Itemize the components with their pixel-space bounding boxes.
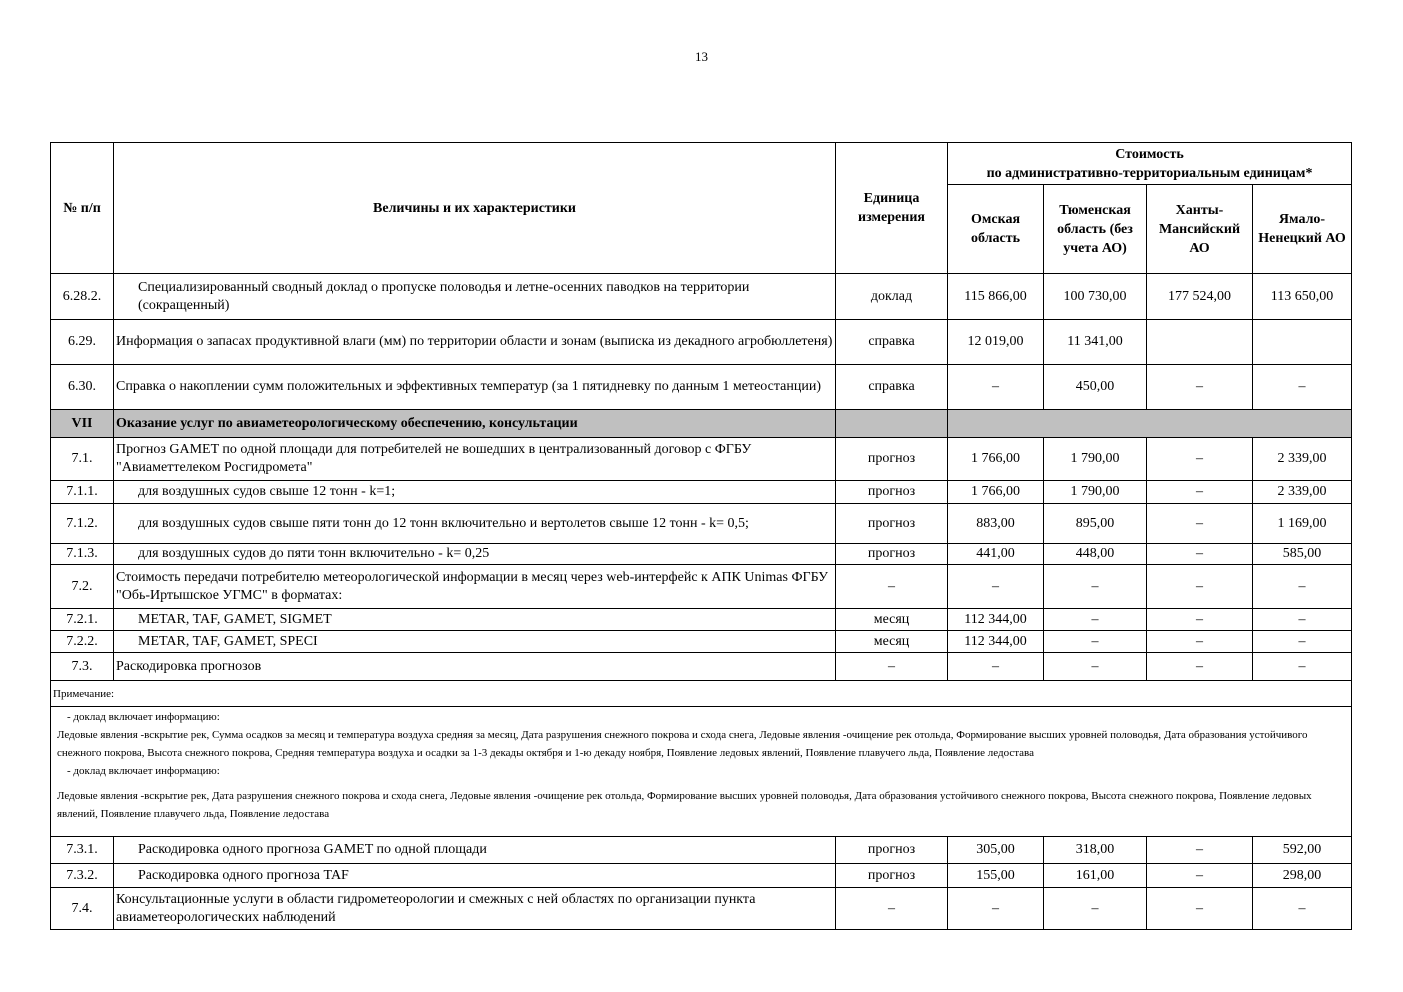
row-khanty: 177 524,00 (1147, 274, 1253, 320)
row-omsk: – (948, 653, 1044, 681)
row-unit: – (836, 565, 948, 609)
row-unit: прогноз (836, 481, 948, 504)
row-omsk: 441,00 (948, 544, 1044, 565)
note-line-1: - доклад включает информацию: (67, 711, 220, 723)
row-num: 7.1.1. (51, 481, 114, 504)
row-unit: справка (836, 320, 948, 365)
header-unit: Единица измерения (836, 143, 948, 274)
row-name: Стоимость передачи потребителю метеорологической информации в месяц через web-интерфейс к АПК Unimas ФГБУ "Обь-Иртышское УГМС" в форматах: (114, 565, 836, 609)
row-khanty: – (1147, 481, 1253, 504)
table-row (51, 481, 1352, 504)
note-title-row (51, 681, 1352, 707)
header-cost-title: Стоимость (1115, 146, 1184, 162)
note-body (51, 707, 1352, 837)
header-col-khanty: Ханты-Мансийский АО (1147, 185, 1253, 274)
row-omsk: 1 766,00 (948, 438, 1044, 481)
row-omsk: 112 344,00 (948, 609, 1044, 631)
row-name: Прогноз GAMET по одной площади для потребителей не вошедших в централизованный договор с ФГБУ "Авиаметтелеком Росгидромета" (114, 438, 836, 481)
row-num: 7.3.1. (51, 837, 114, 864)
price-table (50, 142, 1352, 930)
row-num: 7.3.2. (51, 864, 114, 888)
header-cost (948, 143, 1352, 185)
row-tyumen: – (1044, 888, 1147, 930)
row-num: 6.30. (51, 365, 114, 410)
row-tyumen: – (1044, 609, 1147, 631)
table-row (51, 274, 1352, 320)
table-row (51, 365, 1352, 410)
header-col-omsk: Омская область (948, 185, 1044, 274)
row-tyumen: 11 341,00 (1044, 320, 1147, 365)
row-yamal: – (1253, 365, 1352, 410)
row-yamal: 1 169,00 (1253, 504, 1352, 544)
row-khanty (1147, 320, 1253, 365)
row-unit: прогноз (836, 837, 948, 864)
row-yamal: – (1253, 609, 1352, 631)
row-khanty: – (1147, 653, 1253, 681)
row-unit: доклад (836, 274, 948, 320)
row-khanty: – (1147, 504, 1253, 544)
row-tyumen: 318,00 (1044, 837, 1147, 864)
row-yamal: – (1253, 631, 1352, 653)
row-omsk: 883,00 (948, 504, 1044, 544)
row-name: Раскодировка одного прогноза TAF (114, 864, 836, 888)
row-unit: прогноз (836, 544, 948, 565)
row-name: METAR, TAF, GAMET, SPECI (114, 631, 836, 653)
row-yamal: 2 339,00 (1253, 438, 1352, 481)
note-line-4: Ледовые явления -вскрытие рек, Дата разрушения снежного покрова и схода снега, Ледовые явления -очищение рек отольда, Формирование высших уровней половодья, Дата образования устойчивого снежного покрова, Высота снежного покрова, Появление ледовых явлений, Появление плавучего льда, Появление ледостава (57, 790, 1312, 820)
row-tyumen: 450,00 (1044, 365, 1147, 410)
row-omsk: 12 019,00 (948, 320, 1044, 365)
row-yamal: – (1253, 888, 1352, 930)
page-number: 13 (695, 49, 708, 64)
row-num: 7.2. (51, 565, 114, 609)
row-tyumen: 448,00 (1044, 544, 1147, 565)
note-body-row (51, 707, 1352, 837)
row-yamal: – (1253, 653, 1352, 681)
row-omsk: 155,00 (948, 864, 1044, 888)
row-yamal: – (1253, 565, 1352, 609)
row-unit: справка (836, 365, 948, 410)
row-name: Справка о накоплении сумм положительных и эффективных температур (за 1 пятидневку по данным 1 метеостанции) (114, 365, 836, 410)
row-tyumen: – (1044, 631, 1147, 653)
row-yamal: 592,00 (1253, 837, 1352, 864)
table-row (51, 888, 1352, 930)
section-num: VII (51, 410, 114, 438)
table-row (51, 320, 1352, 365)
row-name: Раскодировка одного прогноза GAMET по одной площади (114, 837, 836, 864)
table-row (51, 864, 1352, 888)
row-khanty: – (1147, 864, 1253, 888)
row-tyumen: – (1044, 653, 1147, 681)
row-tyumen: 1 790,00 (1044, 438, 1147, 481)
row-num: 7.3. (51, 653, 114, 681)
row-tyumen: 895,00 (1044, 504, 1147, 544)
row-name: Раскодировка прогнозов (114, 653, 836, 681)
row-khanty: – (1147, 631, 1253, 653)
table-row (51, 565, 1352, 609)
row-tyumen: – (1044, 565, 1147, 609)
row-omsk: – (948, 888, 1044, 930)
header-cost-subtitle: по административно-территориальным единицам* (986, 165, 1313, 181)
row-num: 6.29. (51, 320, 114, 365)
row-unit: месяц (836, 631, 948, 653)
row-num: 7.1.2. (51, 504, 114, 544)
row-khanty: – (1147, 365, 1253, 410)
row-name: METAR, TAF, GAMET, SIGMET (114, 609, 836, 631)
note-title: Примечание: (51, 681, 1352, 707)
row-unit: прогноз (836, 864, 948, 888)
table-row (51, 653, 1352, 681)
row-name: для воздушных судов до пяти тонн включительно - k= 0,25 (114, 544, 836, 565)
row-name: Консультационные услуги в области гидрометеорологии и смежных с ней областях по организации пункта авиаметеорологических наблюдений (114, 888, 836, 930)
row-omsk: 305,00 (948, 837, 1044, 864)
row-num: 7.1.3. (51, 544, 114, 565)
row-omsk: 112 344,00 (948, 631, 1044, 653)
row-khanty: – (1147, 544, 1253, 565)
row-yamal: 298,00 (1253, 864, 1352, 888)
header-num: № п/п (51, 143, 114, 274)
row-omsk: – (948, 565, 1044, 609)
note-line-2: Ледовые явления -вскрытие рек, Сумма осадков за месяц и температура воздуха средняя за месяц, Дата разрушения снежного покрова и схода снега, Ледовые явления -очищение рек отольда, Формирование высших уровней половодья, Дата образования устойчивого снежного покрова, Высота снежного покрова, Средняя температура воздуха и осадки за 1-3 декады октября и 1-ю декаду ноября, Появление ледовых явлений, Появление плавучего льда, Появление ледостава (57, 729, 1308, 759)
row-yamal: 2 339,00 (1253, 481, 1352, 504)
header-col-tyumen: Тюменская область (без учета АО) (1044, 185, 1147, 274)
row-omsk: – (948, 365, 1044, 410)
row-unit: прогноз (836, 504, 948, 544)
section-row (51, 410, 1352, 438)
row-yamal: 585,00 (1253, 544, 1352, 565)
row-num: 7.4. (51, 888, 114, 930)
table-row (51, 544, 1352, 565)
row-name: для воздушных судов свыше пяти тонн до 12 тонн включительно и вертолетов свыше 12 тонн - k= 0,5; (114, 504, 836, 544)
row-unit: месяц (836, 609, 948, 631)
row-khanty: – (1147, 837, 1253, 864)
row-unit: – (836, 888, 948, 930)
row-name: для воздушных судов свыше 12 тонн - k=1; (114, 481, 836, 504)
row-num: 6.28.2. (51, 274, 114, 320)
row-name: Специализированный сводный доклад о пропуске половодья и летне-осенних паводков на территории (сокращенный) (114, 274, 836, 320)
table-row (51, 837, 1352, 864)
row-num: 7.2.1. (51, 609, 114, 631)
section-name: Оказание услуг по авиаметеорологическому обеспечению, консультации (114, 410, 836, 438)
row-khanty: – (1147, 888, 1253, 930)
row-yamal: 113 650,00 (1253, 274, 1352, 320)
row-name: Информация о запасах продуктивной влаги (мм) по территории области и зонам (выписка из декадного агробюллетеня) (114, 320, 836, 365)
row-omsk: 1 766,00 (948, 481, 1044, 504)
row-num: 7.1. (51, 438, 114, 481)
row-khanty: – (1147, 565, 1253, 609)
table-row (51, 631, 1352, 653)
row-tyumen: 100 730,00 (1044, 274, 1147, 320)
row-unit: – (836, 653, 948, 681)
header-col-yamal: Ямало-Ненецкий АО (1253, 185, 1352, 274)
row-tyumen: 161,00 (1044, 864, 1147, 888)
table-row (51, 609, 1352, 631)
header-name: Величины и их характеристики (114, 143, 836, 274)
row-yamal (1253, 320, 1352, 365)
table-row (51, 504, 1352, 544)
row-khanty: – (1147, 438, 1253, 481)
row-unit: прогноз (836, 438, 948, 481)
table-row (51, 438, 1352, 481)
row-khanty: – (1147, 609, 1253, 631)
note-line-3: - доклад включает информацию: (67, 765, 220, 777)
row-omsk: 115 866,00 (948, 274, 1044, 320)
row-tyumen: 1 790,00 (1044, 481, 1147, 504)
row-num: 7.2.2. (51, 631, 114, 653)
